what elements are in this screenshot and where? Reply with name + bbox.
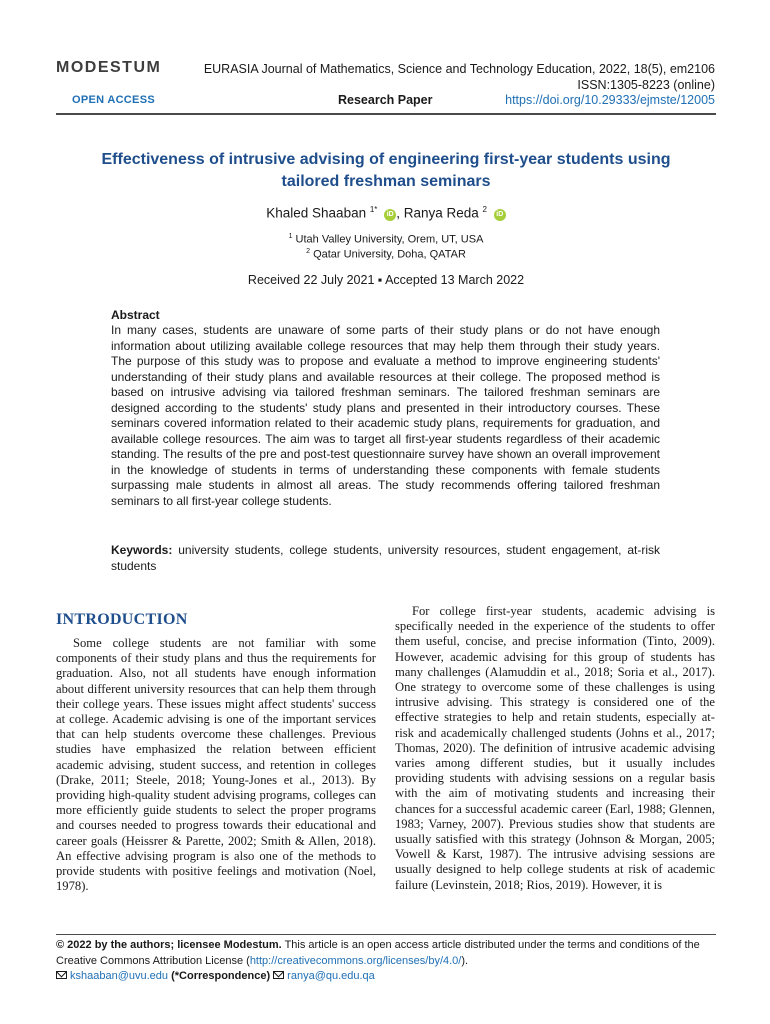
affiliation: $^2$ Qatar University, Doha, QATAR	[306, 248, 466, 261]
journal-info	[155, 61, 715, 93]
orcid-icon[interactable]: iD	[384, 209, 396, 221]
author-name: Ranya Reda	[403, 205, 479, 221]
title-line-1: Effectiveness of intrusive advising of engineering first-year students using	[101, 151, 671, 168]
journal-citation: EURASIA Journal of Mathematics, Science and Technology Education, 2022, 18(5), em2106	[203, 62, 715, 76]
email-link[interactable]: kshaaban@uvu.edu	[70, 970, 169, 982]
header-divider	[56, 113, 716, 115]
publisher-logo: MODESTUM	[56, 59, 162, 76]
orcid-icon[interactable]: iD	[494, 209, 506, 221]
copyright-holder: © 2022 by the authors; licensee Modestum.	[56, 939, 282, 951]
license-link[interactable]: http://creativecommons.org/licenses/by/4.0/	[249, 954, 462, 967]
author-separator: ,	[396, 205, 404, 221]
author-affiliation-mark: 1*	[369, 205, 378, 214]
correspondence-note: (*Correspondence)	[168, 970, 274, 982]
keywords	[111, 543, 660, 574]
paper-type: Research Paper	[338, 93, 433, 107]
license-text: © 2022 by the authors; licensee Modestum. This article is an open access article distributed under the terms and conditions of the Creative Commons Attribution License (http://creativecommons.org/licenses/by/4.0/).	[56, 939, 700, 967]
footer-divider	[56, 934, 716, 935]
article-title	[56, 149, 716, 193]
keywords-label: Keywords:	[111, 543, 173, 557]
author-affiliation-mark: 2	[482, 205, 487, 214]
affiliation: $^1$ Utah Valley University, Orem, UT, USA	[288, 233, 484, 246]
author-name: Khaled Shaaban	[266, 205, 367, 221]
abstract-text: In many cases, students are unaware of some parts of their study plans or do not have enough information about utilizing available college resources that may help them through their study years. The purpose of this study was to propose and evaluate a method to improve engineering students' understanding of their study plans and available resources at their college. The proposed method is based on intrusive advising via tailored freshman seminars. The tailored freshman seminars are designed according to the students' study plans and presented in their introductory courses. These seminars covered information related to their academic study plans, requirements for graduation, and available college resources. The aim was to target all first-year students regardless of their academic standing. The results of the pre and post-test questionnaire survey have shown an overall improvement in the knowledge of students in terms of understanding these components with female students surpassing male students in almost all areas. The study recommends offering tailored freshman seminars to all first-year college students.	[111, 323, 660, 508]
section-heading: INTRODUCTION	[56, 611, 188, 628]
email-link[interactable]: ranya@qu.edu.qa	[287, 970, 375, 982]
contact-emails	[56, 969, 716, 985]
doi-link[interactable]: https://doi.org/10.29333/ejmste/12005	[505, 93, 715, 107]
open-access-label: OPEN ACCESS	[72, 94, 155, 106]
author-list	[56, 205, 716, 221]
body-paragraph: Some college students are not familiar with some components of their study plans and thus the requirements for graduation. Also, not all students have enough information about different university resources that can help them through their college years. These issues might affect students' success at college. Academic advising is one of the important services that can help students overcome these challenges. Previous studies have emphasized the relation between efficient academic advising, student success, and retention in colleges (Drake, 2011; Steele, 2018; Young-Jones et al., 2013). By providing high-quality student advising programs, colleges can more efficiently guide students to select the proper programs and courses needed to progress towards their educational and career goals (Heissrer & Parette, 2002; Smith & Allen, 2018). An effective advising program is also one of the methods to provide students with positive feelings and motivation (Noel, 1978).	[56, 636, 376, 894]
received-accepted-dates: Received 22 July 2021 ▪ Accepted 13 March 2022	[247, 273, 525, 287]
body-paragraph: For college first-year students, academic advising is specifically needed in the experience of the students to offer them useful, concise, and precise information (Tinto, 2009). However, academic advising for this group of students has many challenges (Alamuddin et al., 2018; Soria et al., 2017). One strategy to overcome some of these challenges is using intrusive advising. This strategy is considered one of the effective strategies to help and retain students, especially at-risk and academically challenged students (Johns et al., 2017; Thomas, 2020). The definition of intrusive academic advising varies among different studies, but it usually includes providing students with advising sessions on a regular basis with the aim of motivating students and increasing their chances for a successful academic career (Earl, 1988; Glennen, 1983; Varney, 2007). Previous studies show that students are usually satisfied with this strategy (Johnson & Morgan, 2005; Vowell & Karst, 1987). The intrusive advising sessions are usually designed to help college students at risk of academic failure (Levinstein, 2018; Rios, 2019). However, it is	[395, 604, 715, 892]
keywords-list: university students, college students, university resources, student engagement, at-risk students	[111, 543, 660, 573]
email-icon	[56, 971, 67, 979]
journal-issn: ISSN:1305-8223 (online)	[577, 78, 715, 92]
title-line-2: tailored freshman seminars	[281, 173, 491, 190]
license-footer	[56, 938, 716, 985]
abstract-heading: Abstract	[111, 308, 160, 322]
email-icon	[273, 971, 284, 979]
